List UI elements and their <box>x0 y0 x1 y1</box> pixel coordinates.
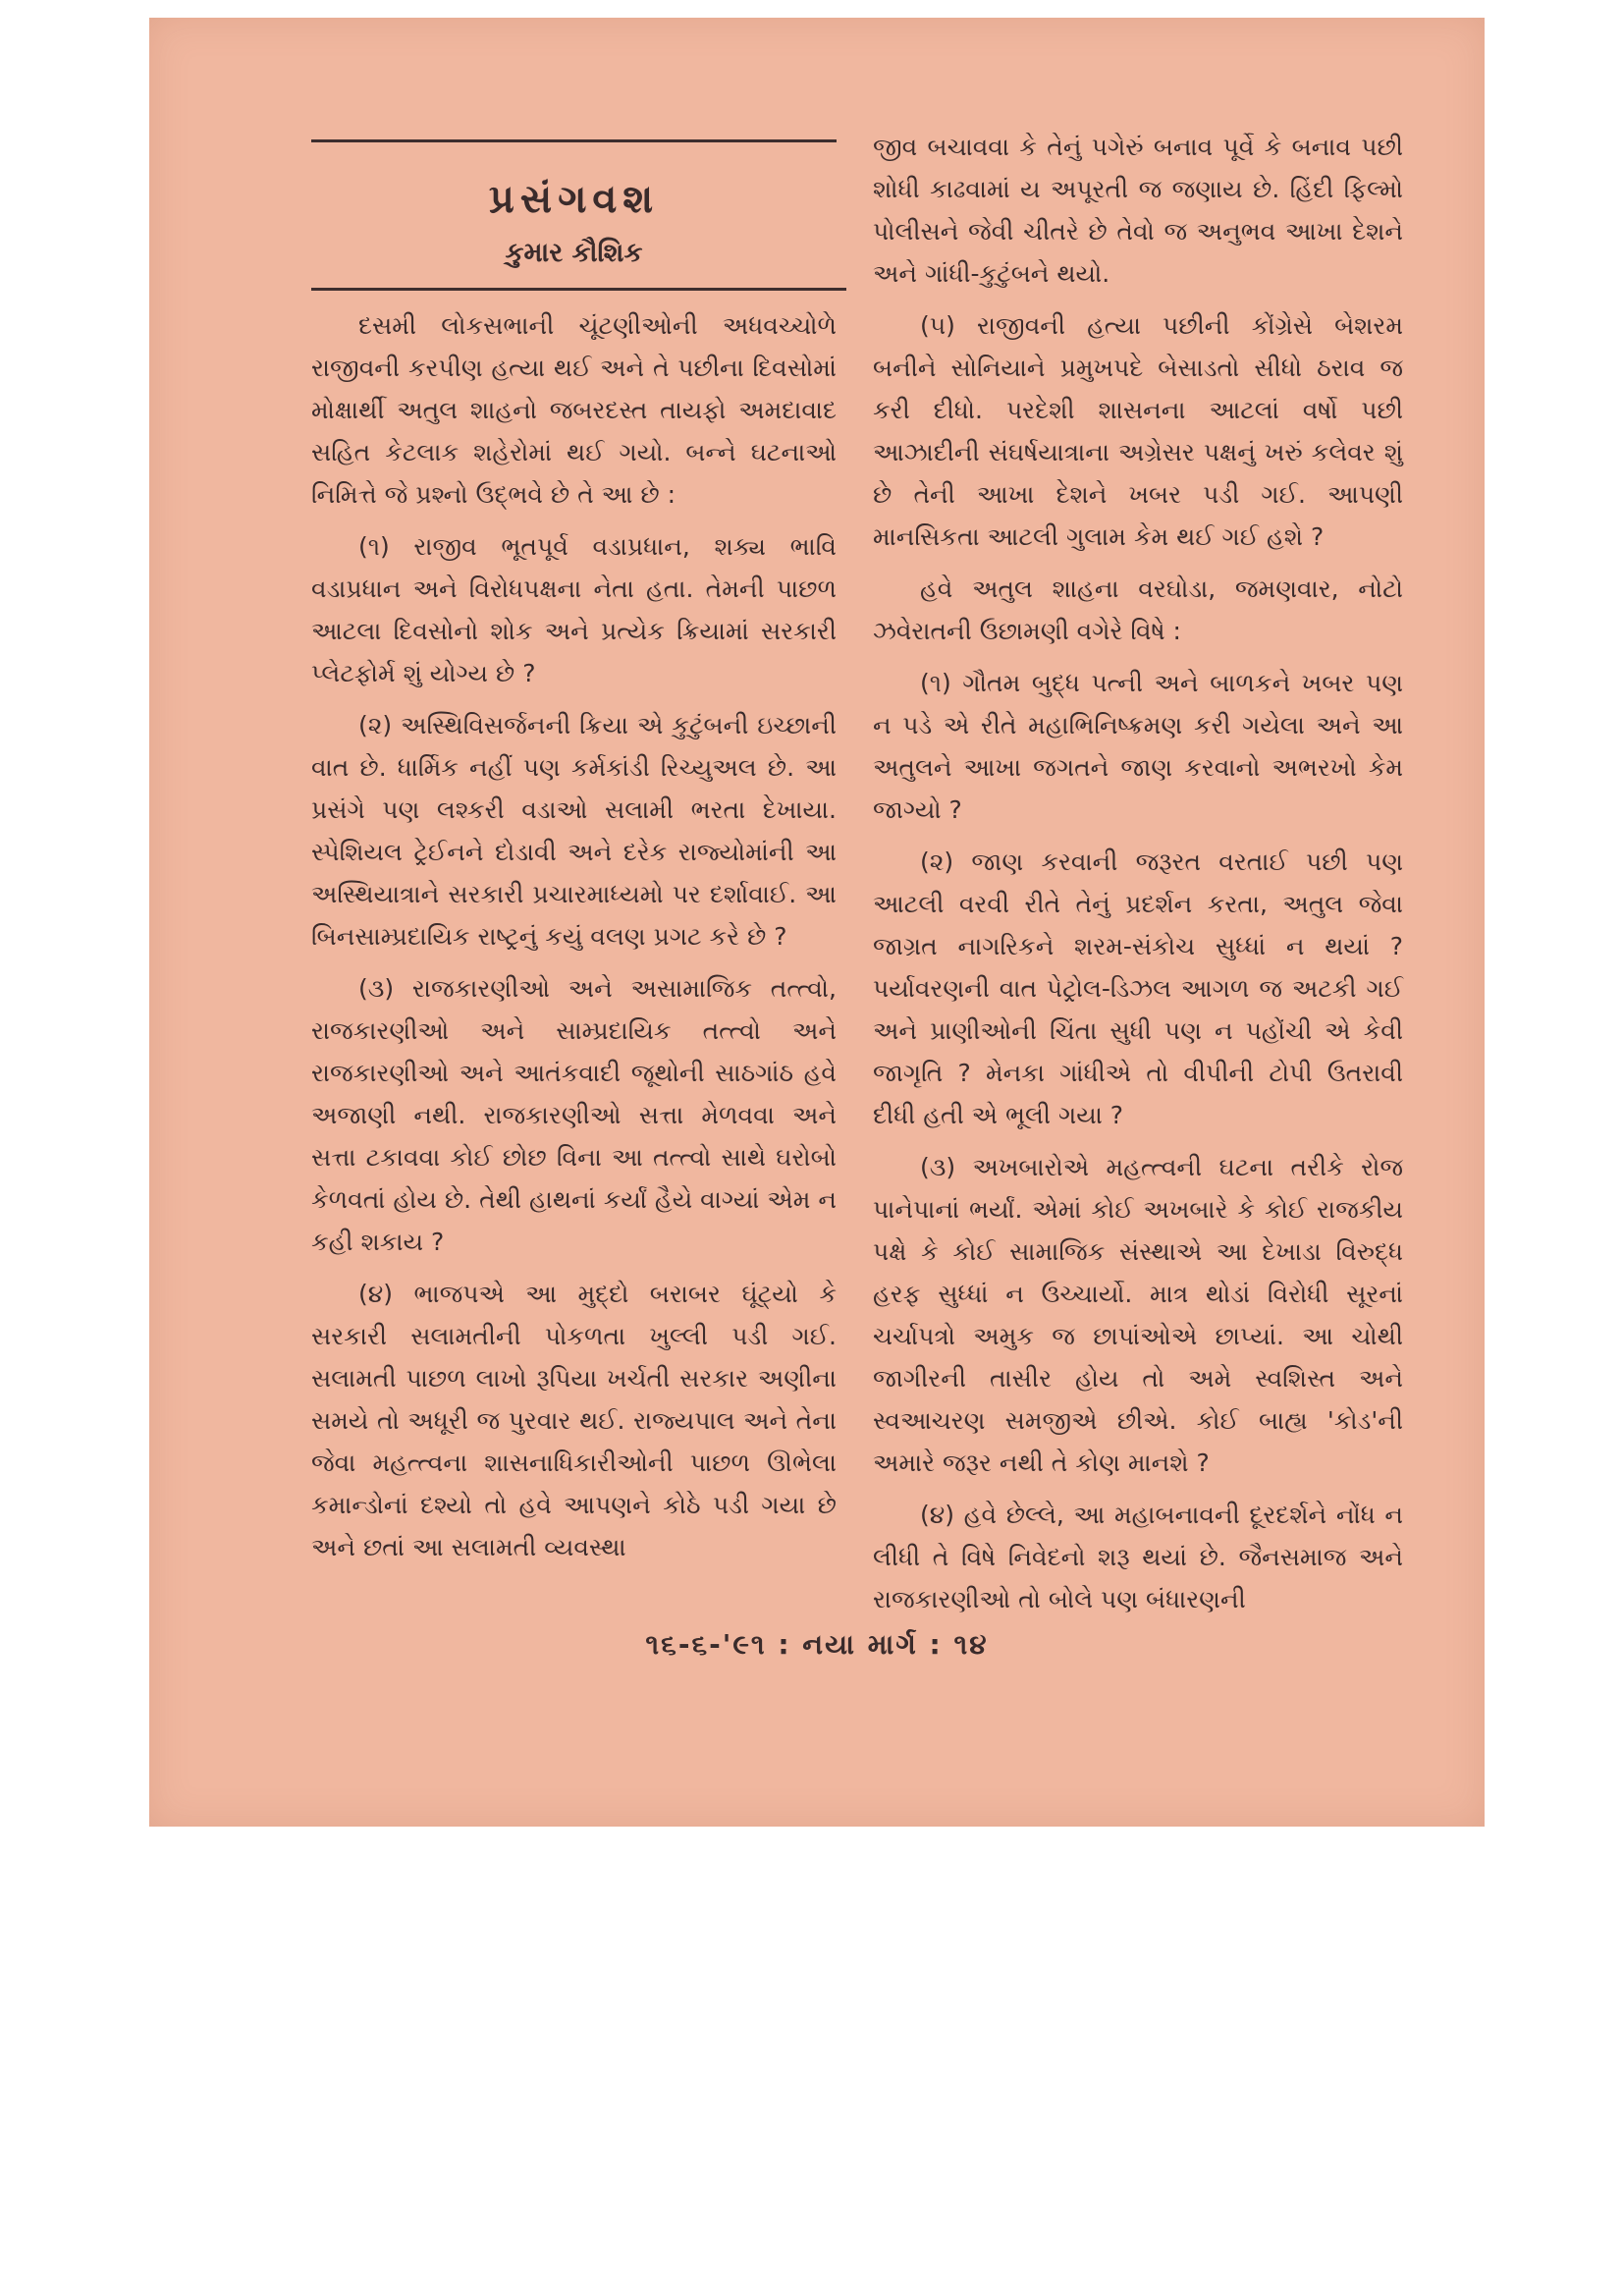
article-title: પ્રસંગવશ <box>488 177 660 222</box>
paragraph: જીવ બચાવવા કે તેનું પગેરું બનાવ પૂર્વે કે બનાવ પછી શોધી કાઢવામાં ય અપૂરતી જ જણાય છે. હિંદી ફિલ્મો પોલીસને જેવી ચીતરે છે તેવો જ અનુભવ આખા દેશને અને ગાંધી-કુટુંબને થયો. <box>873 133 1403 288</box>
paragraph: (૨) અસ્થિવિસર્જનની ક્રિયા એ કુટુંબની ઇચ્છાની વાત છે. ધાર્મિક નહીં પણ કર્મકાંડી રિચ્યુઅલ છે. આ પ્રસંગે પણ લશ્કરી વડાઓ સલામી ભરતા દેખાયા. સ્પેશિયલ ટ્રેઈનને દોડાવી અને દરેક રાજ્યોમાંની આ અસ્થિયાત્રાને સરકારી પ્રચારમાધ્યમો પર દર્શાવાઈ. આ બિનસામ્પ્રદાયિક રાષ્ટ્રનું કયું વલણ પ્રગટ કરે છે ? <box>311 711 837 951</box>
paragraph: (૨) જાણ કરવાની જરૂરત વરતાઈ પછી પણ આટલી વરવી રીતે તેનું પ્રદર્શન કરતા, અતુલ જેવા જાગ્રત નાગરિકને શરમ-સંકોચ સુધ્ધાં ન થયાં ? પર્યાવરણની વાત પેટ્રોલ-ડિઝલ આગળ જ અટકી ગઈ અને પ્રાણીઓની ચિંતા સુધી પણ ન પહોંચી એ કેવી જાગૃતિ ? મેનકા ગાંધીએ તો વીપીની ટોપી ઉતરાવી દીધી હતી એ ભૂલી ગયા ? <box>873 847 1403 1129</box>
top-rule <box>311 139 837 142</box>
title-rule <box>311 288 846 291</box>
paragraph: (૧) ગૌતમ બુદ્ધ પત્ની અને બાળકને ખબર પણ ન પડે એ રીતે મહાભિનિષ્ક્રમણ કરી ગયેલા અને આ અતુલને આખા જગતને જાણ કરવાનો અભરખો કેમ જાગ્યો ? <box>873 669 1403 824</box>
paragraph: (૧) રાજીવ ભૂતપૂર્વ વડાપ્રધાન, શક્ય ભાવિ વડાપ્રધાન અને વિરોધપક્ષના નેતા હતા. તેમની પાછળ આટલા દિવસોનો શોક અને પ્રત્યેક ક્રિયામાં સરકારી પ્લેટફોર્મ શું યોગ્ય છે ? <box>311 532 837 687</box>
right-column <box>873 126 1403 1630</box>
paragraph: (૪) હવે છેલ્લે, આ મહાબનાવની દૂરદર્શને નોંધ ન લીધી તે વિષે નિવેદનો શરૂ થયાં છે. જૈનસમાજ અને રાજકારણીઓ તો બોલે પણ બંધારણની <box>873 1501 1403 1613</box>
paragraph: (૩) રાજકારણીઓ અને અસામાજિક તત્ત્વો, રાજકારણીઓ અને સામ્પ્રદાયિક તત્ત્વો અને રાજકારણીઓ અને આતંકવાદી જૂથોની સાઠગાંઠ હવે અજાણી નથી. રાજકારણીઓ સત્તા મેળવવા અને સત્તા ટકાવવા કોઈ છોછ વિના આ તત્ત્વો સાથે ઘરોબો કેળવતાં હોય છે. તેથી હાથનાં કર્યાં હૈયે વાગ્યાં એમ ન કહી શકાય ? <box>311 974 837 1256</box>
paragraph: (૫) રાજીવની હત્યા પછીની કોંગ્રેસે બેશરમ બનીને સોનિયાને પ્રમુખપદે બેસાડતો સીધો ઠરાવ જ કરી દીધો. પરદેશી શાસનના આટલાં વર્ષો પછી આઝાદીની સંઘર્ષયાત્રાના અગ્રેસર પક્ષનું ખરું કલેવર શું છે તેની આખા દેશને ખબર પડી ગઈ. આપણી માનસિકતા આટલી ગુલામ કેમ થઈ ગઈ હશે ? <box>873 311 1403 551</box>
paragraph: (૩) અખબારોએ મહત્ત્વની ઘટના તરીકે રોજ પાનેપાનાં ભર્યાં. એમાં કોઈ અખબારે કે કોઈ રાજકીય પક્ષે કે કોઈ સામાજિક સંસ્થાએ આ દેખાડા વિરુદ્ધ હરફ સુધ્ધાં ન ઉચ્ચાર્યો. માત્ર થોડાં વિરોધી સૂરનાં ચર્ચાપત્રો અમુક જ છાપાંઓએ છાપ્યાં. આ ચોથી જાગીરની તાસીર હોય તો અમે સ્વશિસ્ત અને સ્વઆચરણ સમજીએ છીએ. કોઈ બાહ્ય 'કોડ'ની અમારે જરૂર નથી તે કોણ માનશે ? <box>873 1153 1403 1477</box>
newspaper-page <box>149 18 1485 1827</box>
paragraph: દસમી લોકસભાની ચૂંટણીઓની અધવચ્ચોળે રાજીવની કરપીણ હત્યા થઈ અને તે પછીના દિવસોમાં મોક્ષાર્થી અતુલ શાહનો જબરદસ્ત તાયફો અમદાવાદ સહિત કેટલાક શહેરોમાં થઈ ગયો. બન્ને ઘટનાઓ નિમિત્તે જે પ્રશ્નો ઉદ્ભવે છે તે આ છે : <box>311 311 837 509</box>
left-column <box>311 126 837 1578</box>
page-footer: ૧૬-૬-'૯૧ : નયા માર્ગ : ૧૪ <box>645 1628 989 1661</box>
article-author: કુમાર કૌશિક <box>505 238 643 268</box>
paragraph: હવે અતુલ શાહના વરઘોડા, જમણવાર, નોટો ઝવેરાતની ઉછામણી વગેરે વિષે : <box>873 574 1403 645</box>
paragraph: (૪) ભાજપએ આ મુદ્દો બરાબર ઘૂંટ્યો કે સરકારી સલામતીની પોકળતા ખુલ્લી પડી ગઈ. સલામતી પાછળ લાખો રૂપિયા ખર્ચતી સરકાર અણીના સમયે તો અધૂરી જ પુરવાર થઈ. રાજ્યપાલ અને તેના જેવા મહત્ત્વના શાસનાધિકારીઓની પાછળ ઊભેલા કમાન્ડોનાં દશ્યો તો હવે આપણને કોઠે પડી ગયા છે અને છતાં આ સલામતી વ્યવસ્થા <box>311 1280 837 1561</box>
